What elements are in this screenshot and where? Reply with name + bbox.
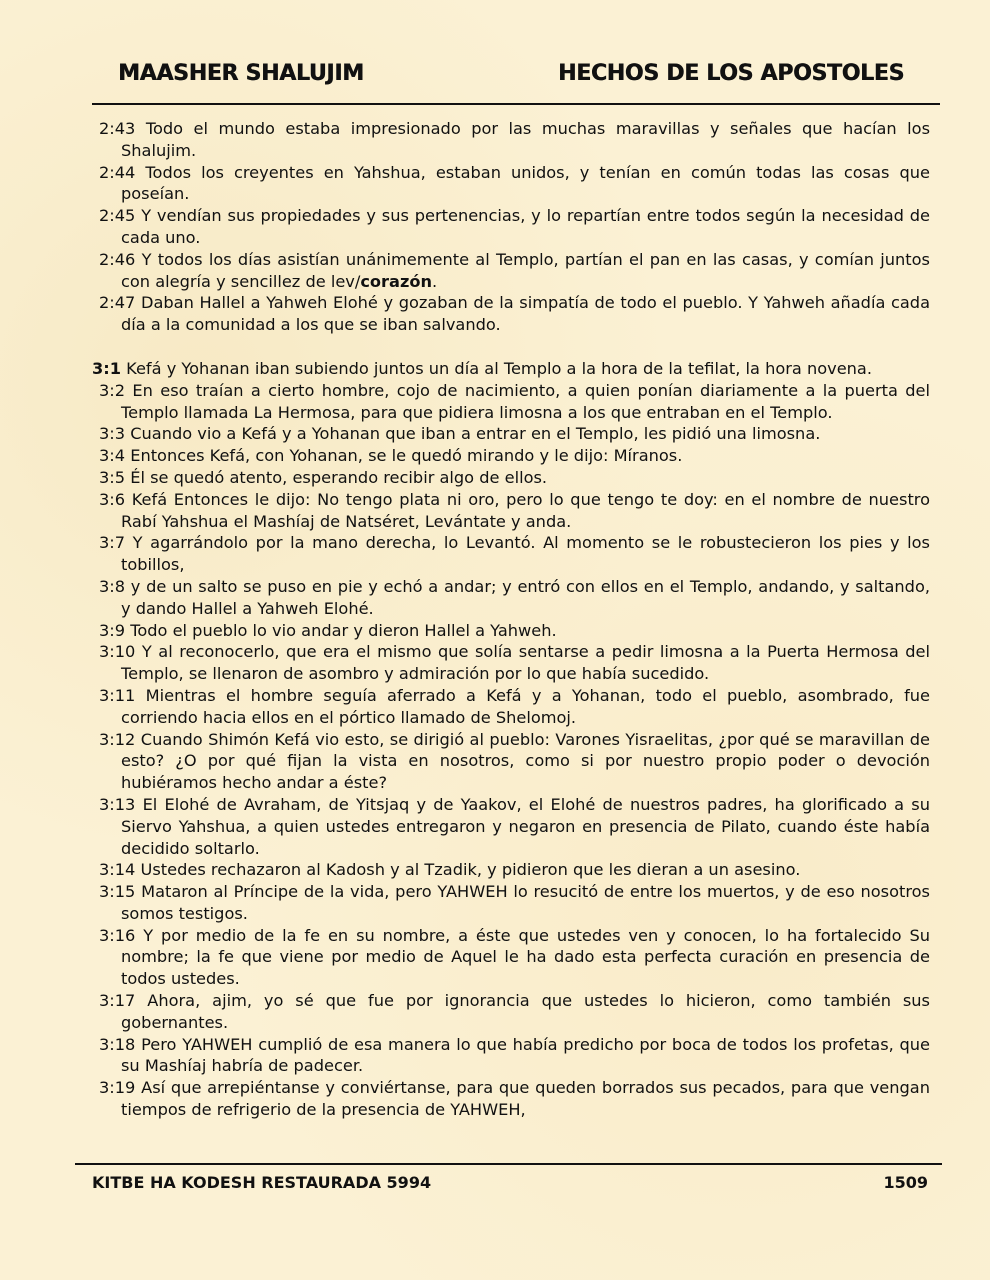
- verse: 3:10 Y al reconocerlo, que era el mismo que solía sentarse a pedir limosna a la Puerta Hermosa del Templo, se llenaron de asombro y admiración por lo que había sucedido.: [99, 642, 930, 684]
- page-header: [92, 55, 940, 105]
- verse: 3:13 El Elohé de Avraham, de Yitsjaq y de Yaakov, el Elohé de nuestros padres, ha glorificado a su Siervo Yahshua, a quien ustedes entregaron y negaron en presencia de Pilato, cuando éste había decidido soltarlo.: [99, 794, 930, 858]
- verse: 3:3 Cuando vio a Kefá y a Yohanan que iban a entrar en el Templo, les pidió una limosna.: [99, 424, 821, 444]
- chapter-start-verse: 3:1 Kefá y Yohanan iban subiendo juntos un día al Templo a la hora de la tefilat, la hora novena.: [92, 358, 873, 378]
- page-body: [92, 118, 930, 1121]
- verse: 3:15 Mataron al Príncipe de la vida, pero YAHWEH lo resucitó de entre los muertos, y de eso nosotros somos testigos.: [99, 882, 930, 923]
- verse: 3:12 Cuando Shimón Kefá vio esto, se dirigió al pueblo: Varones Yisraelitas, ¿por qué se maravillan de esto? ¿O por qué fijan la vista en nosotros, como si por nuestro propio poder o devoción hubiéramos hecho andar a éste?: [99, 729, 930, 793]
- verse: 3:14 Ustedes rechazaron al Kadosh y al Tzadik, y pidieron que les dieran a un asesino.: [99, 860, 801, 880]
- verse: 3:17 Ahora, ajim, yo sé que fue por ignorancia que ustedes lo hicieron, como también sus gobernantes.: [99, 991, 930, 1032]
- footer-book-title: KITBE HA KODESH RESTAURADA 5994: [92, 1173, 432, 1192]
- verse: 3:19 Así que arrepiéntanse y conviértanse, para que queden borrados sus pecados, para que vengan tiempos de refrigerio de la presencia de YAHWEH,: [99, 1078, 930, 1120]
- page-footer: [75, 1163, 942, 1205]
- verse: 3:7 Y agarrándolo por la mano derecha, lo Levantó. Al momento se le robustecieron los pies y los tobillos,: [99, 533, 930, 575]
- verse: 2:44 Todos los creyentes en Yahshua, estaban unidos, y tenían en común todas las cosas que poseían.: [99, 162, 930, 204]
- page-number: 1509: [883, 1173, 928, 1192]
- verse: 3:8 y de un salto se puso en pie y echó a andar; y entró con ellos en el Templo, andando, y saltando, y dando Hallel a Yahweh Elohé.: [99, 576, 930, 618]
- verse: 3:16 Y por medio de la fe en su nombre, a éste que ustedes ven y conocen, lo ha fortalecido Su nombre; la fe que viene por medio de Aquel le ha dado esta perfecta curación en presencia de todos ustedes.: [99, 925, 930, 989]
- running-title-left: MAASHER SHALUJIM: [118, 61, 364, 86]
- verse: 3:2 En eso traían a cierto hombre, cojo de nacimiento, a quien ponían diariamente a la puerta del Templo llamada La Hermosa, para que pidiera limosna a los que entraban en el Templo.: [99, 380, 930, 422]
- verse: 3:6 Kefá Entonces le dijo: No tengo plata ni oro, pero lo que tengo te doy: en el nombre de nuestro Rabí Yahshua el Mashíaj de Natséret, Levántate y anda.: [99, 489, 930, 531]
- verse: 3:9 Todo el pueblo lo vio andar y dieron Hallel a Yahweh.: [99, 620, 557, 640]
- running-title-right: HECHOS DE LOS APOSTOLES: [558, 61, 904, 86]
- chapter-number: 3:1: [92, 358, 121, 378]
- verse: 2:47 Daban Hallel a Yahweh Elohé y gozaban de la simpatía de todo el pueblo. Y Yahweh añadía cada día a la comunidad a los que se iban salvando.: [99, 293, 930, 335]
- verse: 2:43 Todo el mundo estaba impresionado por las muchas maravillas y señales que hacían los Shalujim.: [99, 119, 930, 160]
- verse: 3:5 Él se quedó atento, esperando recibir algo de ellos.: [99, 467, 548, 487]
- verse: 2:45 Y vendían sus propiedades y sus pertenencias, y lo repartían entre todos según la necesidad de cada uno.: [99, 206, 930, 247]
- verse: 3:18 Pero YAHWEH cumplió de esa manera lo que había predicho por boca de todos los profetas, que su Mashíaj habría de padecer.: [99, 1034, 930, 1076]
- verse: 2:46 Y todos los días asistían unánimemente al Templo, partían el pan en las casas, y comían juntos con alegría y sencillez de lev/corazón.: [99, 249, 930, 291]
- verse: 3:11 Mientras el hombre seguía aferrado a Kefá y a Yohanan, todo el pueblo, asombrado, fue corriendo hacia ellos en el pórtico llamado de Shelomoj.: [99, 685, 930, 727]
- bold-word: corazón: [360, 271, 433, 291]
- verse: 3:4 Entonces Kefá, con Yohanan, se le quedó mirando y le dijo: Míranos.: [99, 446, 683, 466]
